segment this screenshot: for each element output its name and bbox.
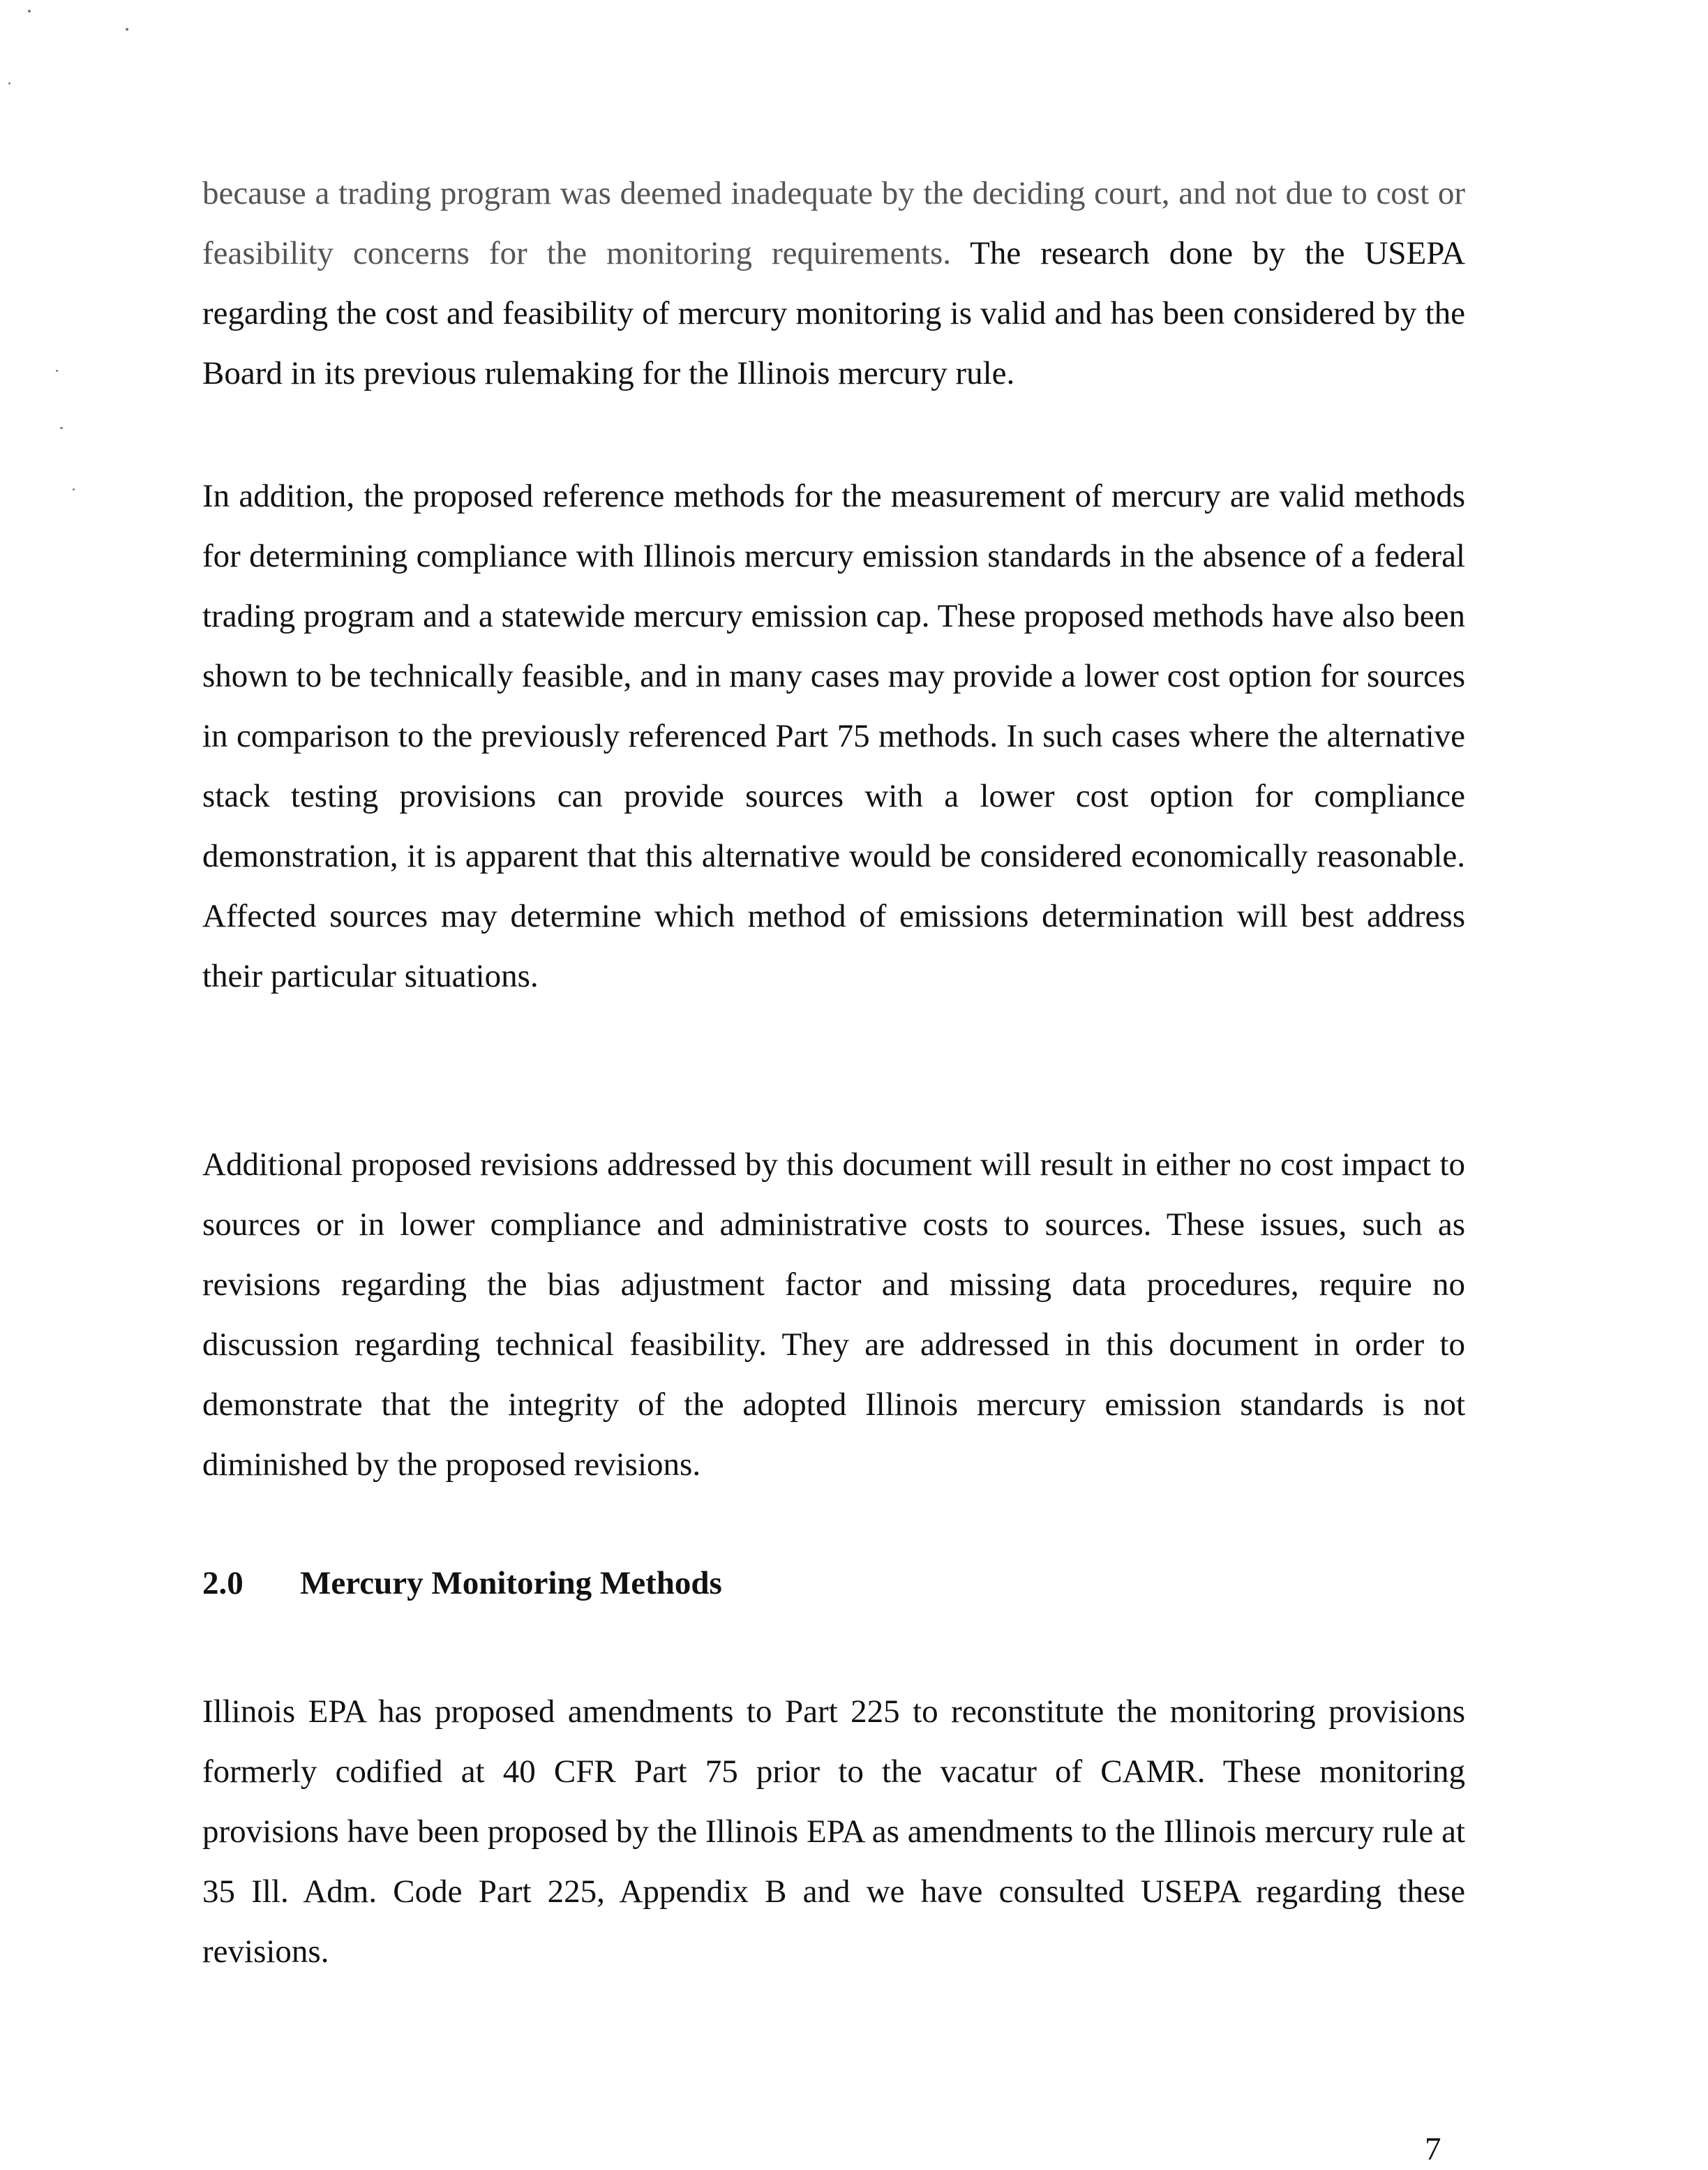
scan-speck bbox=[56, 370, 58, 372]
scan-speck bbox=[73, 488, 75, 491]
page-number: 7 bbox=[1425, 2131, 1441, 2167]
scan-speck bbox=[126, 28, 128, 31]
section-heading bbox=[202, 1553, 722, 1613]
paragraph-3: Additional proposed revisions addressed by this document will result in either no cost impact to sources or in lower compliance and administrative costs to sources. These issues, such as revisions regarding the bias adjustment factor and missing data procedures, require no discussion regarding technical feasibility. They are addressed in this document in order to demonstrate that the integrity of the adopted Illinois mercury emission standards is not diminished by the proposed revisions. bbox=[202, 1146, 1465, 1483]
paragraph-1-faded-text: because a trading program was deemed inadequate by the deciding court, and not due to cost or feasibility concerns for the monitoring requirements. bbox=[202, 175, 1465, 271]
paragraph-4: Illinois EPA has proposed amendments to Part 225 to reconstitute the monitoring provisions formerly codified at 40 CFR Part 75 prior to the vacatur of CAMR. These monitoring provisions have been proposed by the Illinois EPA as amendments to the Illinois mercury rule at 35 Ill. Adm. Code Part 225, Appendix B and we have consulted USEPA regarding these revisions. bbox=[202, 1693, 1465, 1970]
paragraph-1-text: The research done by the USEPA regarding the cost and feasibility of mercury monitoring is valid and has been considered by the Board in its previous rulemaking for the Illinois mercury rule. bbox=[202, 235, 1465, 391]
paragraph-1 bbox=[202, 163, 1465, 403]
scan-speck bbox=[28, 10, 31, 13]
paragraph-2: In addition, the proposed reference methods for the measurement of mercury are valid methods for determining compliance with Illinois mercury emission standards in the absence of a federal trading program and a statewide mercury emission cap. These proposed methods have also been shown to be technically feasible, and in many cases may provide a lower cost option for sources in comparison to the previously referenced Part 75 methods. In such cases where the alternative stack testing provisions can provide sources with a lower cost option for compliance demonstration, it is apparent that this alternative would be considered economically reasonable. Affected sources may determine which method of emissions determination will best address their particular situations. bbox=[202, 478, 1465, 994]
section-title: Mercury Monitoring Methods bbox=[300, 1565, 722, 1601]
section-number: 2.0 bbox=[202, 1565, 244, 1601]
scan-speck bbox=[60, 427, 63, 429]
scan-speck bbox=[8, 82, 10, 84]
